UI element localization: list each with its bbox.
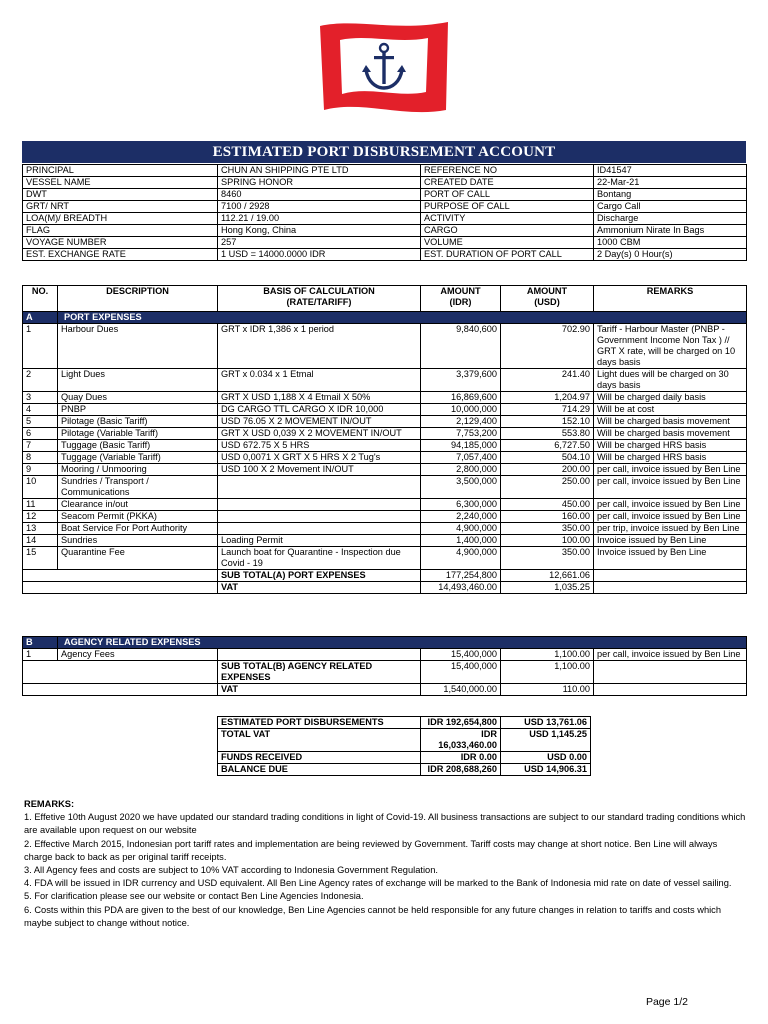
info-row (23, 225, 747, 237)
summary-label: FUNDS RECEIVED (218, 752, 421, 764)
row-description: Light Dues (58, 369, 218, 392)
row-basis (218, 499, 421, 511)
summary-row (218, 717, 591, 729)
col-remarks: REMARKS (594, 286, 747, 312)
row-amount-idr: 4,900,000 (421, 547, 501, 570)
row-number: 5 (23, 416, 58, 428)
row-description: Pilotage (Variable Tariff) (58, 428, 218, 440)
subtotal-usd: 12,661.06 (501, 570, 594, 582)
info-row (23, 177, 747, 189)
row-number: 4 (23, 404, 58, 416)
subtotal-label: SUB TOTAL(B) AGENCY RELATED EXPENSES (218, 661, 421, 684)
row-remarks: Light dues will be charged on 30 days basis (594, 369, 747, 392)
row-amount-idr: 6,300,000 (421, 499, 501, 511)
summary-idr: IDR 192,654,800 (421, 717, 501, 729)
info-value: 7100 / 2928 (218, 201, 421, 213)
summary-label: ESTIMATED PORT DISBURSEMENTS (218, 717, 421, 729)
row-basis: USD 100 X 2 Movement IN/OUT (218, 464, 421, 476)
row-basis: USD 0,0071 X GRT X 5 HRS X 2 Tug's (218, 452, 421, 464)
info-row (23, 189, 747, 201)
summary-usd: USD 1,145.25 (501, 729, 591, 752)
table-row (23, 535, 747, 547)
subtotal-a-row (23, 570, 747, 582)
table-row (23, 464, 747, 476)
agency-expenses-table (22, 636, 747, 696)
info-label: DWT (23, 189, 218, 201)
vat-idr: 14,493,460.00 (421, 582, 501, 594)
table-row (23, 416, 747, 428)
table-row (23, 523, 747, 535)
section-b-header (23, 637, 747, 649)
summary-label: TOTAL VAT (218, 729, 421, 752)
row-amount-usd: 504.10 (501, 452, 594, 464)
row-description: Quarantine Fee (58, 547, 218, 570)
info-value: Ammonium Nirate In Bags (594, 225, 747, 237)
section-letter: A (23, 312, 58, 324)
summary-usd: USD 14,906.31 (501, 764, 591, 776)
row-number: 12 (23, 511, 58, 523)
table-header-row (23, 286, 747, 312)
vat-b-row (23, 684, 747, 696)
row-basis (218, 649, 421, 661)
remarks-section (24, 798, 746, 930)
row-description: Mooring / Unmooring (58, 464, 218, 476)
info-value: Discharge (594, 213, 747, 225)
info-row (23, 213, 747, 225)
info-row (23, 201, 747, 213)
table-row (23, 511, 747, 523)
row-description: Boat Service For Port Authority (58, 523, 218, 535)
info-value: 22-Mar-21 (594, 177, 747, 189)
row-amount-idr: 2,240,000 (421, 511, 501, 523)
info-label: PORT OF CALL (421, 189, 594, 201)
remark-item: 4. FDA will be issued in IDR currency and USD equivalent. All Ben Line Agency rates of exchange will be marked to the Bank of Indonesia mid rate on date of vessel sailing. (24, 878, 732, 889)
info-value: 8460 (218, 189, 421, 201)
table-row (23, 440, 747, 452)
vat-label: VAT (218, 684, 421, 696)
summary-idr: IDR 0.00 (421, 752, 501, 764)
row-description: Seacom Permit (PKKA) (58, 511, 218, 523)
info-label: PRINCIPAL (23, 165, 218, 177)
row-amount-idr: 3,500,000 (421, 476, 501, 499)
row-amount-idr: 2,800,000 (421, 464, 501, 476)
row-amount-idr: 2,129,400 (421, 416, 501, 428)
row-amount-usd: 1,204.97 (501, 392, 594, 404)
row-amount-usd: 350.00 (501, 547, 594, 570)
info-label: ACTIVITY (421, 213, 594, 225)
row-number: 13 (23, 523, 58, 535)
info-value: Bontang (594, 189, 747, 201)
row-basis: GRT X USD 1,188 X 4 Etmail X 50% (218, 392, 421, 404)
row-number: 14 (23, 535, 58, 547)
info-label: LOA(M)/ BREADTH (23, 213, 218, 225)
row-description: Sundries (58, 535, 218, 547)
row-amount-idr: 9,840,600 (421, 324, 501, 369)
row-remarks: Will be charged basis movement (594, 416, 747, 428)
remark-item: 1. Effetive 10th August 2020 we have updated our standard trading conditions in light of Covid-19. All business transactions are subject to our standard trading conditions which are available upon request on our website (24, 812, 746, 836)
row-description: PNBP (58, 404, 218, 416)
subtotal-usd: 1,100.00 (501, 661, 594, 684)
info-value: 257 (218, 237, 421, 249)
info-row (23, 237, 747, 249)
info-value: ID41547 (594, 165, 747, 177)
row-amount-idr: 3,379,600 (421, 369, 501, 392)
summary-row (218, 729, 591, 752)
col-amount-usd: AMOUNT (USD) (501, 286, 594, 312)
vessel-info-table (22, 164, 747, 261)
col-amount-idr: AMOUNT (IDR) (421, 286, 501, 312)
row-remarks: Will be charged daily basis (594, 392, 747, 404)
vat-label: VAT (218, 582, 421, 594)
row-description: Tuggage (Basic Tariff) (58, 440, 218, 452)
info-value: Hong Kong, China (218, 225, 421, 237)
summary-row (218, 764, 591, 776)
row-basis: USD 76.05 X 2 MOVEMENT IN/OUT (218, 416, 421, 428)
table-row (23, 324, 747, 369)
row-amount-idr: 15,400,000 (421, 649, 501, 661)
page-number: Page 1/2 (645, 996, 688, 1008)
document-title: ESTIMATED PORT DISBURSEMENT ACCOUNT (22, 141, 746, 163)
table-row (23, 547, 747, 570)
vat-a-row (23, 582, 747, 594)
remark-item: 3. All Agency fees and costs are subject to 10% VAT according to Indonesia Government Regulation. (24, 865, 438, 876)
section-label: PORT EXPENSES (58, 312, 747, 324)
company-flag-logo (316, 18, 452, 116)
row-description: Quay Dues (58, 392, 218, 404)
row-amount-idr: 10,000,000 (421, 404, 501, 416)
info-label: EST. DURATION OF PORT CALL (421, 249, 594, 261)
row-basis: DG CARGO TTL CARGO X IDR 10,000 (218, 404, 421, 416)
subtotal-idr: 15,400,000 (421, 661, 501, 684)
row-description: Agency Fees (58, 649, 218, 661)
table-row (23, 369, 747, 392)
row-remarks: Tariff - Harbour Master (PNBP - Government Income Non Tax ) // GRT X rate, will be charged on 10 days basis (594, 324, 747, 369)
row-number: 15 (23, 547, 58, 570)
section-label: AGENCY RELATED EXPENSES (58, 637, 747, 649)
remark-item: 6. Costs within this PDA are given to the best of our knowledge, Ben Line Agencies cannot be held responsible for any future changes in relation to tariffs and costs which maybe subject to change without notice. (24, 904, 721, 928)
summary-label: BALANCE DUE (218, 764, 421, 776)
remark-item: 2. Effective March 2015, Indonesian port tariff rates and implementation are being reviewed by Government. Tariff costs may change at short notice. Ben Line will always charge back to back as per original tariff receipts. (24, 838, 718, 862)
row-amount-usd: 241.40 (501, 369, 594, 392)
summary-usd: USD 0.00 (501, 752, 591, 764)
subtotal-label: SUB TOTAL(A) PORT EXPENSES (218, 570, 421, 582)
row-amount-usd: 100.00 (501, 535, 594, 547)
summary-idr: IDR 16,033,460.00 (421, 729, 501, 752)
summary-usd: USD 13,761.06 (501, 717, 591, 729)
row-amount-idr: 94,185,000 (421, 440, 501, 452)
col-description: DESCRIPTION (58, 286, 218, 312)
summary-table (217, 716, 591, 776)
info-value: 2 Day(s) 0 Hour(s) (594, 249, 747, 261)
table-row (23, 392, 747, 404)
row-number: 9 (23, 464, 58, 476)
row-number: 1 (23, 649, 58, 661)
summary-idr: IDR 208,688,260 (421, 764, 501, 776)
row-amount-usd: 553.80 (501, 428, 594, 440)
row-amount-usd: 350.00 (501, 523, 594, 535)
remarks-heading: REMARKS: (24, 799, 75, 809)
info-label: GRT/ NRT (23, 201, 218, 213)
row-remarks: per call, invoice issued by Ben Line (594, 649, 747, 661)
table-row (23, 428, 747, 440)
row-basis: Launch boat for Quarantine - Inspection due Covid - 19 (218, 547, 421, 570)
row-remarks: Invoice issued by Ben Line (594, 547, 747, 570)
info-label: VESSEL NAME (23, 177, 218, 189)
info-value: 1 USD = 14000.0000 IDR (218, 249, 421, 261)
info-label: CREATED DATE (421, 177, 594, 189)
vat-usd: 1,035.25 (501, 582, 594, 594)
row-amount-usd: 450.00 (501, 499, 594, 511)
col-basis: BASIS OF CALCULATION (RATE/TARIFF) (218, 286, 421, 312)
row-description: Pilotage (Basic Tariff) (58, 416, 218, 428)
port-expenses-table (22, 285, 747, 594)
row-remarks: Will be charged basis movement (594, 428, 747, 440)
summary-row (218, 752, 591, 764)
info-value: 1000 CBM (594, 237, 747, 249)
row-amount-usd: 702.90 (501, 324, 594, 369)
table-row (23, 499, 747, 511)
row-basis (218, 476, 421, 499)
row-amount-usd: 1,100.00 (501, 649, 594, 661)
row-amount-usd: 200.00 (501, 464, 594, 476)
row-basis: Loading Permit (218, 535, 421, 547)
subtotal-b-row (23, 661, 747, 684)
info-row (23, 165, 747, 177)
row-amount-idr: 7,057,400 (421, 452, 501, 464)
row-amount-idr: 4,900,000 (421, 523, 501, 535)
info-label: REFERENCE NO (421, 165, 594, 177)
info-value: SPRING HONOR (218, 177, 421, 189)
row-remarks: Invoice issued by Ben Line (594, 535, 747, 547)
info-row (23, 249, 747, 261)
row-basis: GRT x IDR 1,386 x 1 period (218, 324, 421, 369)
info-label: EST. EXCHANGE RATE (23, 249, 218, 261)
row-number: 10 (23, 476, 58, 499)
info-value: CHUN AN SHIPPING PTE LTD (218, 165, 421, 177)
row-description: Harbour Dues (58, 324, 218, 369)
col-no: NO. (23, 286, 58, 312)
row-remarks: Will be charged HRS basis (594, 452, 747, 464)
info-label: VOLUME (421, 237, 594, 249)
info-label: FLAG (23, 225, 218, 237)
row-remarks: per trip, invoice issued by Ben Line (594, 523, 747, 535)
remark-item: 5. For clarification please see our website or contact Ben Line Agencies Indonesia. (24, 891, 364, 902)
row-amount-idr: 1,400,000 (421, 535, 501, 547)
table-row (23, 649, 747, 661)
row-number: 2 (23, 369, 58, 392)
info-label: PURPOSE OF CALL (421, 201, 594, 213)
row-remarks: per call, invoice issued by Ben Line (594, 464, 747, 476)
row-description: Clearance in/out (58, 499, 218, 511)
row-basis: USD 672.75 X 5 HRS (218, 440, 421, 452)
table-row (23, 404, 747, 416)
row-number: 8 (23, 452, 58, 464)
info-label: CARGO (421, 225, 594, 237)
info-value: 112.21 / 19.00 (218, 213, 421, 225)
section-letter: B (23, 637, 58, 649)
row-basis: GRT x 0.034 x 1 Etmal (218, 369, 421, 392)
row-remarks: per call, invoice issued by Ben Line (594, 476, 747, 499)
row-remarks: Will be at cost (594, 404, 747, 416)
vat-idr: 1,540,000.00 (421, 684, 501, 696)
row-amount-usd: 160.00 (501, 511, 594, 523)
row-amount-usd: 250.00 (501, 476, 594, 499)
row-basis (218, 523, 421, 535)
row-number: 6 (23, 428, 58, 440)
subtotal-idr: 177,254,800 (421, 570, 501, 582)
table-row (23, 476, 747, 499)
row-number: 7 (23, 440, 58, 452)
row-basis: GRT X USD 0,039 X 2 MOVEMENT IN/OUT (218, 428, 421, 440)
row-number: 1 (23, 324, 58, 369)
row-basis (218, 511, 421, 523)
row-remarks: Will be charged HRS basis (594, 440, 747, 452)
row-remarks: per call, invoice issued by Ben Line (594, 511, 747, 523)
row-description: Sundries / Transport / Communications (58, 476, 218, 499)
row-remarks: per call, invoice issued by Ben Line (594, 499, 747, 511)
row-number: 11 (23, 499, 58, 511)
row-amount-idr: 7,753,200 (421, 428, 501, 440)
row-amount-idr: 16,869,600 (421, 392, 501, 404)
row-amount-usd: 714.29 (501, 404, 594, 416)
vat-usd: 110.00 (501, 684, 594, 696)
info-value: Cargo Call (594, 201, 747, 213)
row-description: Tuggage (Variable Tariff) (58, 452, 218, 464)
section-a-header (23, 312, 747, 324)
row-amount-usd: 152.10 (501, 416, 594, 428)
row-amount-usd: 6,727.50 (501, 440, 594, 452)
info-label: VOYAGE NUMBER (23, 237, 218, 249)
row-number: 3 (23, 392, 58, 404)
table-row (23, 452, 747, 464)
